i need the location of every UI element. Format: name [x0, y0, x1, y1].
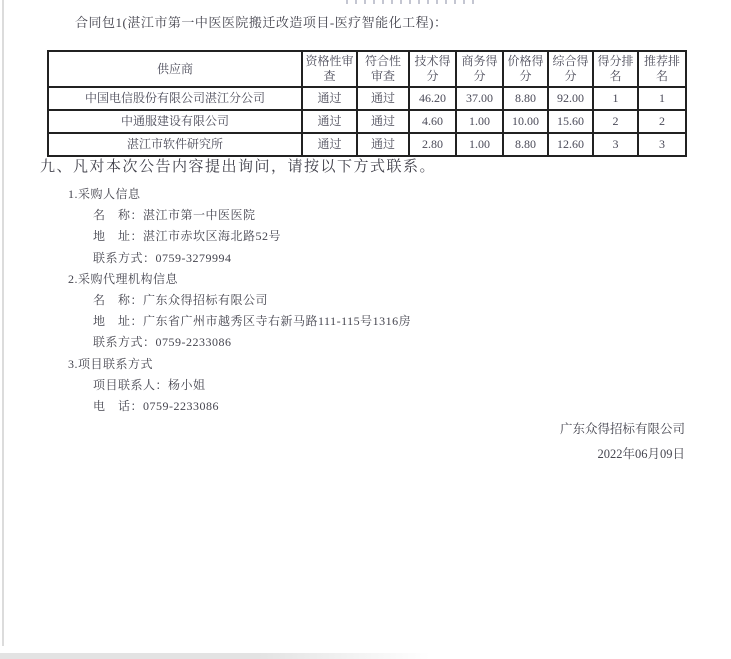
header-compliance-review: 符合性审查 [357, 51, 409, 87]
recommend-rank-cell: 1 [638, 87, 686, 110]
header-recommend-rank: 推荐排名 [638, 51, 686, 87]
contact-block-project [68, 354, 411, 418]
table-row [48, 133, 686, 156]
header-supplier: 供应商 [48, 51, 302, 87]
table-row [48, 87, 686, 110]
table-header-row [48, 51, 686, 87]
bottom-page-edge [0, 653, 430, 659]
qualification-cell: 通过 [302, 133, 357, 156]
price-score-cell: 8.80 [503, 133, 548, 156]
contact-block-agency [68, 269, 411, 354]
compliance-cell: 通过 [357, 87, 409, 110]
supplier-name-cell: 湛江市软件研究所 [48, 133, 302, 156]
recommend-rank-cell: 3 [638, 133, 686, 156]
score-rank-cell: 3 [593, 133, 638, 156]
price-score-cell: 10.00 [503, 110, 548, 133]
section-nine-heading: 九、凡对本次公告内容提出询问，请按以下方式联系。 [40, 159, 437, 175]
business-score-cell: 37.00 [456, 87, 503, 110]
contact-phone-line: 联系方式：0759-2233086 [93, 335, 232, 350]
supplier-score-table [47, 50, 687, 157]
technical-score-cell: 2.80 [409, 133, 456, 156]
signature-block [380, 417, 685, 467]
header-total-score: 综合得分 [548, 51, 593, 87]
total-score-cell: 92.00 [548, 87, 593, 110]
business-score-cell: 1.00 [456, 133, 503, 156]
contact-heading: 2.采购代理机构信息 [68, 271, 179, 286]
technical-score-cell: 46.20 [409, 87, 456, 110]
signature-date: 2022年06月09日 [597, 447, 685, 461]
table-row [48, 110, 686, 133]
total-score-cell: 12.60 [548, 133, 593, 156]
clipped-text-fragment [346, 0, 474, 4]
header-qualification-review: 资格性审查 [302, 51, 357, 87]
contact-info-section [68, 184, 411, 417]
compliance-cell: 通过 [357, 110, 409, 133]
header-technical-score: 技术得分 [409, 51, 456, 87]
supplier-name-cell: 中国电信股份有限公司湛江分公司 [48, 87, 302, 110]
header-price-score: 价格得分 [503, 51, 548, 87]
contact-name-line: 名 称：广东众得招标有限公司 [93, 293, 269, 308]
qualification-cell: 通过 [302, 110, 357, 133]
business-score-cell: 1.00 [456, 110, 503, 133]
contact-phone-line: 联系方式：0759-3279994 [93, 250, 232, 265]
compliance-cell: 通过 [357, 133, 409, 156]
contact-block-purchaser [68, 184, 411, 269]
contact-address-line: 地 址：湛江市赤坎区海北路52号 [93, 229, 282, 244]
score-rank-cell: 1 [593, 87, 638, 110]
header-business-score: 商务得分 [456, 51, 503, 87]
page-edge-line [2, 0, 4, 646]
contact-person-line: 项目联系人：杨小姐 [93, 377, 206, 392]
score-rank-cell: 2 [593, 110, 638, 133]
contact-heading: 1.采购人信息 [68, 187, 141, 201]
contact-name-line: 名 称：湛江市第一中医医院 [93, 208, 256, 223]
signature-company: 广东众得招标有限公司 [559, 422, 685, 436]
recommend-rank-cell: 2 [638, 110, 686, 133]
header-score-rank: 得分排名 [593, 51, 638, 87]
contact-heading: 3.项目联系方式 [68, 356, 154, 371]
supplier-name-cell: 中通服建设有限公司 [48, 110, 302, 133]
qualification-cell: 通过 [302, 87, 357, 110]
technical-score-cell: 4.60 [409, 110, 456, 133]
contact-phone-line: 电 话：0759-2233086 [93, 399, 219, 414]
contract-package-title: 合同包1(湛江市第一中医医院搬迁改造项目-医疗智能化工程)： [75, 15, 448, 30]
price-score-cell: 8.80 [503, 87, 548, 110]
contact-address-line: 地 址：广东省广州市越秀区寺右新马路111-115号1316房 [93, 314, 412, 329]
total-score-cell: 15.60 [548, 110, 593, 133]
